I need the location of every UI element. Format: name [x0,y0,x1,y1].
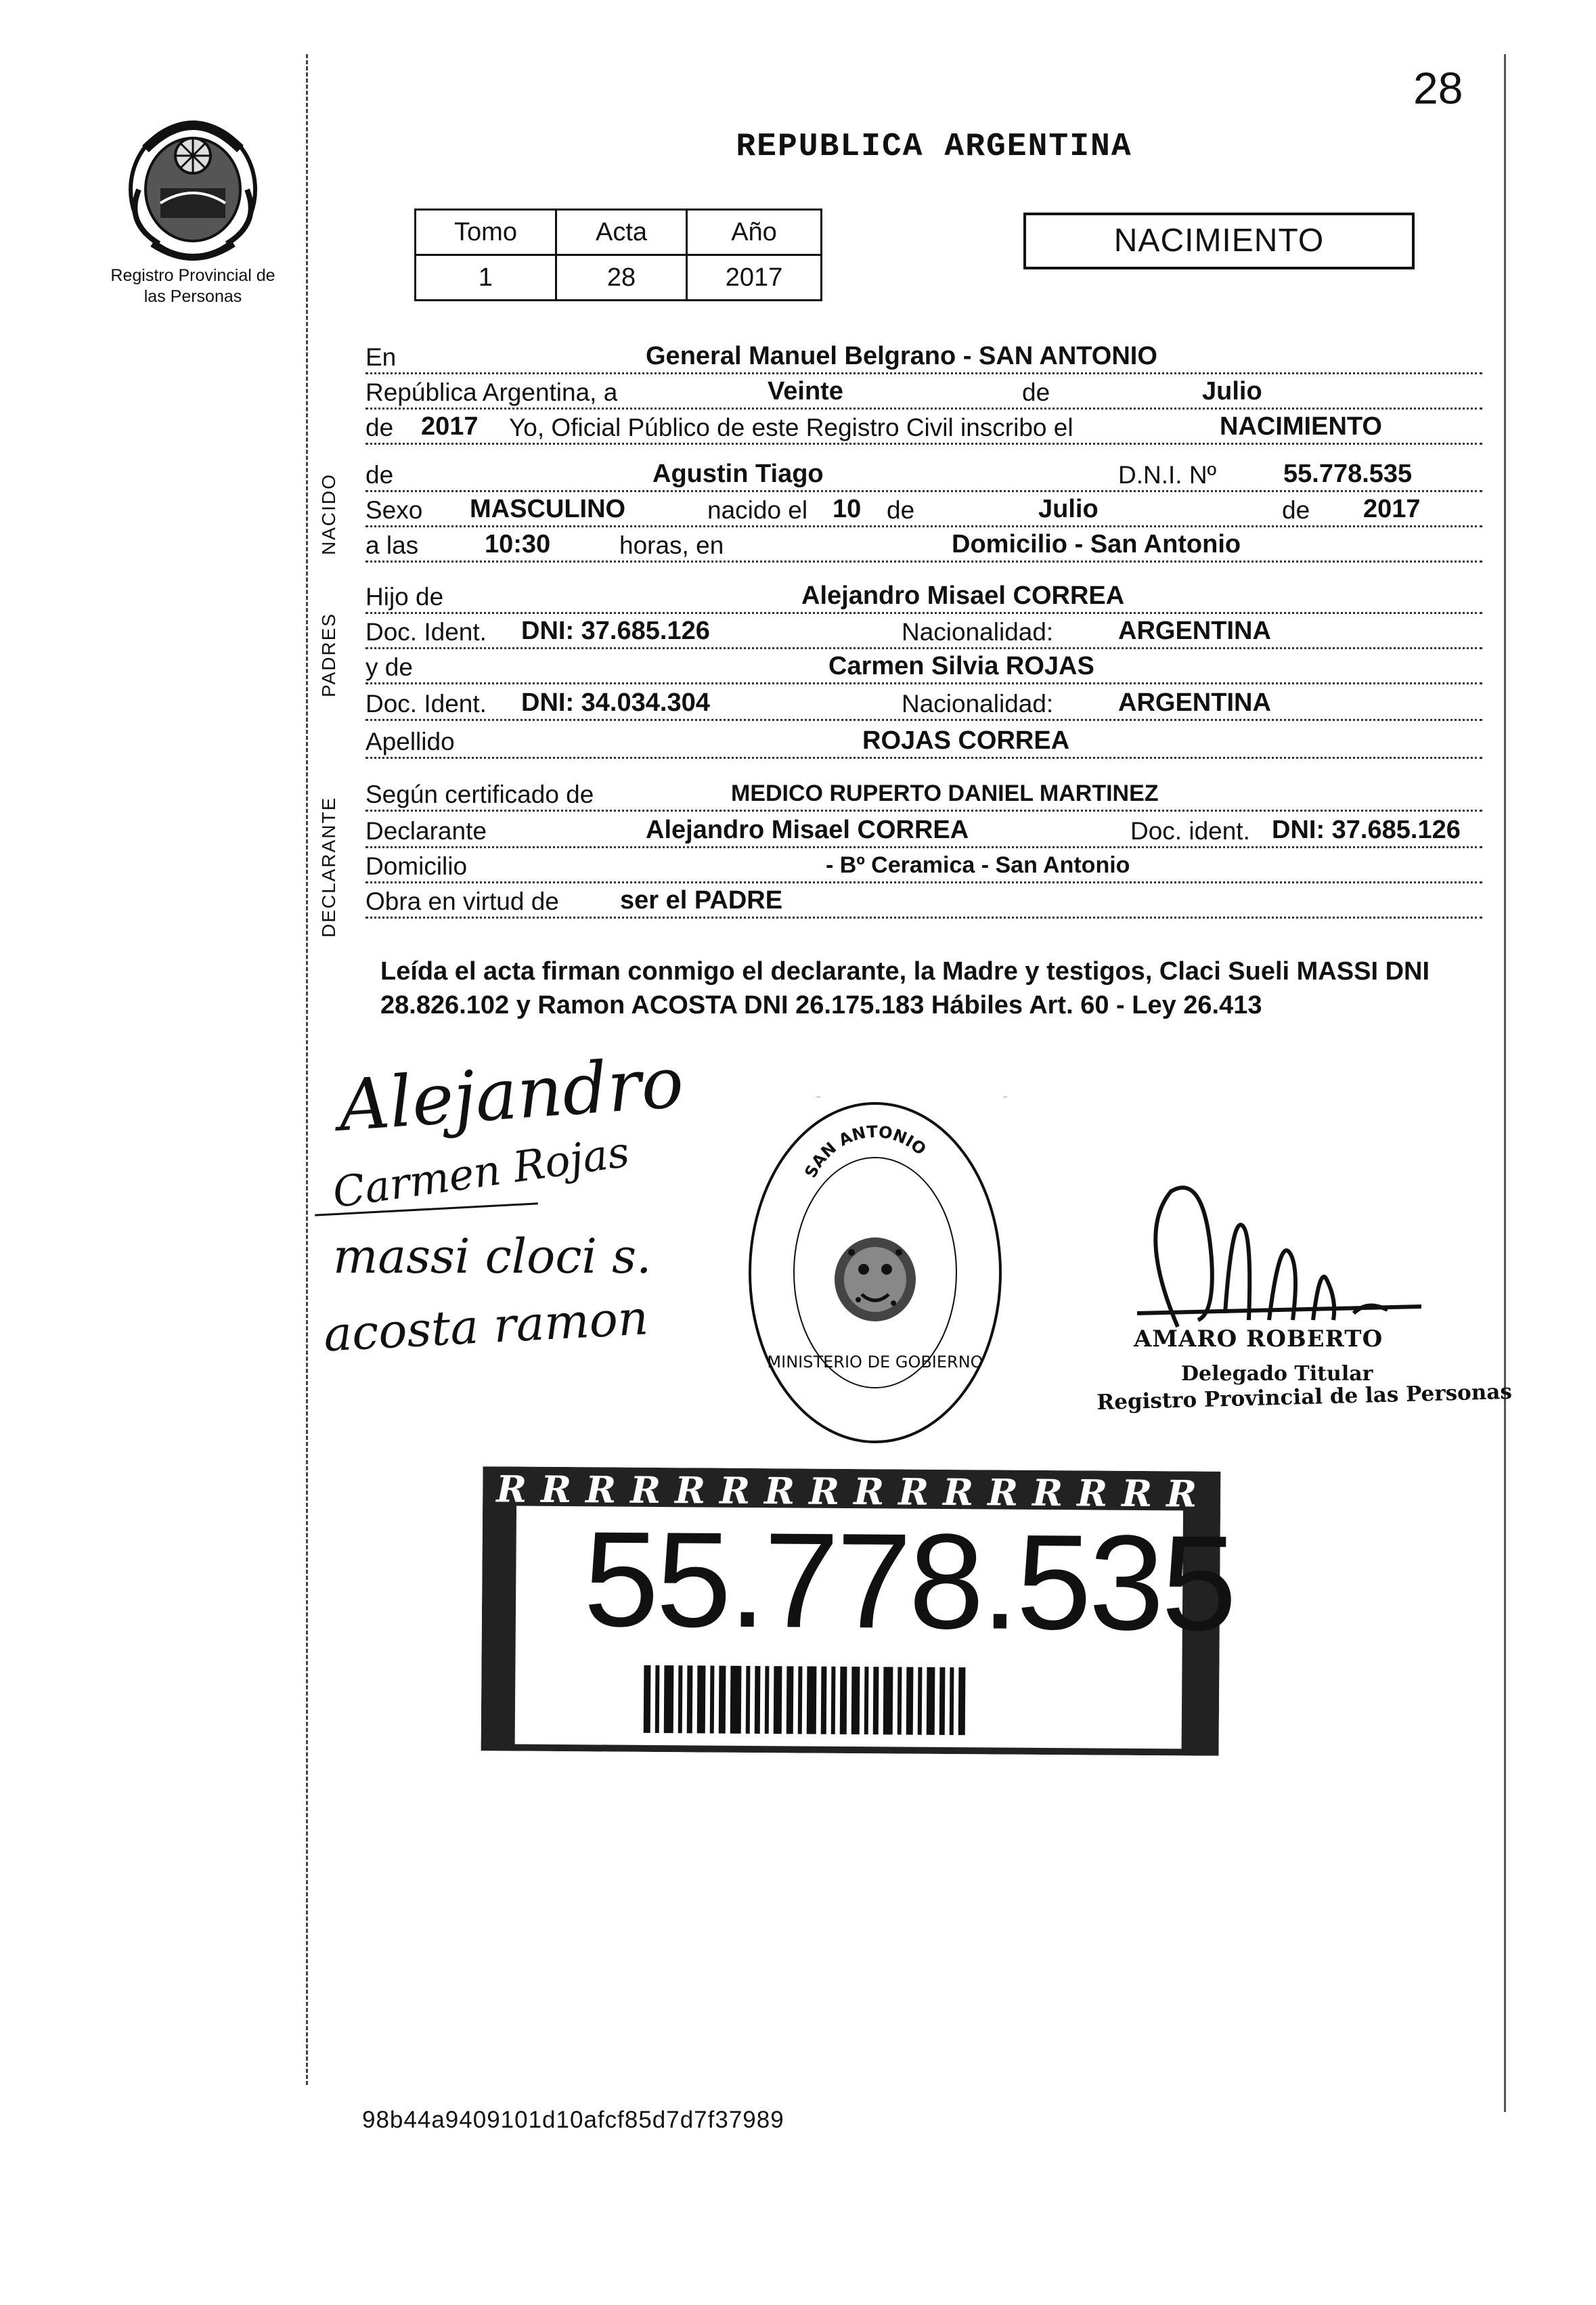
barcode-bar [897,1667,902,1734]
security-pattern-letter: R [719,1468,751,1512]
row-address [365,848,1482,883]
label-en: En [365,343,400,372]
label-domicilio: Domicilio [365,852,471,881]
reference-value-row [416,255,822,301]
jaguar-emblem-icon [835,1237,916,1321]
label-doc-ident-declarant: Doc. ident. [1130,816,1254,846]
value-birth-month: Julio [1036,494,1101,524]
anio-value: 2017 [687,255,822,301]
security-pattern-letter: R [1077,1471,1108,1515]
label-apellido: Apellido [365,727,459,757]
tomo-header: Tomo [416,210,556,255]
stamp-inner-top: SAN ANTONIO [801,1122,930,1181]
value-father-nationality: ARGENTINA [1115,616,1274,646]
label-hijo-de: Hijo de [365,582,447,612]
barcode-bar [730,1666,742,1734]
barcode-bar [687,1665,693,1733]
value-mother-nationality: ARGENTINA [1115,688,1274,718]
security-pattern-letter: R [943,1470,974,1514]
value-declarant-name: Alejandro Misael CORREA [643,815,971,845]
barcode-bar [644,1665,651,1733]
barcode-bar [958,1667,966,1735]
row-mother [365,649,1482,684]
security-pattern-letter: R [1166,1472,1197,1516]
label-obra-en-virtud: Obra en virtud de [365,887,563,917]
value-declarant-doc: DNI: 37.685.126 [1269,815,1463,845]
value-place: General Manuel Belgrano - SAN ANTONIO [643,341,1160,371]
registry-name: Registro Provincial de las Personas [110,266,275,306]
barcode-bar [831,1667,836,1734]
signature-mother: Carmen Rojas [330,1126,633,1218]
section-label-nacido: NACIDO [318,473,339,555]
acta-header: Acta [556,210,687,255]
delegate-title: Delegado Titular [1181,1362,1373,1386]
label-yo-oficial: Yo, Oficial Público de este Registro Civil inscribo el [509,413,1078,443]
value-father-doc: DNI: 37.685.126 [518,616,713,646]
label-republica: República Argentina, a [365,378,621,408]
delegate-name: AMARO ROBERTO [1134,1325,1383,1353]
security-pattern-letter: R [1032,1470,1063,1515]
value-mother-name: Carmen Silvia ROJAS [826,651,1097,681]
sticker-number: 55.778.535 [583,1503,1235,1659]
label-de-year: de [365,413,397,443]
row-mother-doc [365,685,1482,721]
barcode-bar [710,1666,715,1734]
official-stamp [743,1097,1007,1449]
left-margin-line [306,54,308,2085]
security-pattern-letter: R [496,1467,527,1511]
closing-statement: Leída el acta firman conmigo el declarante, la Madre y testigos, Claci Sueli MASSI DNI 28.826.102 y Ramon ACOSTA DNI 26.175.183 Hábiles Art. 60 - Ley 26.413 [380,957,1430,1019]
label-doc-ident-mother: Doc. Ident. [365,689,491,719]
value-certificate-by: MEDICO RUPERTO DANIEL MARTINEZ [728,778,1161,808]
stamp-outer-text [743,1097,1007,1103]
label-segun-certificado: Según certificado de [365,780,598,810]
coat-of-arms-icon [118,108,267,264]
label-sexo: Sexo [365,496,426,525]
barcode-bar [774,1666,782,1734]
section-label-padres: PADRES [318,612,339,697]
barcode-bar [655,1665,660,1733]
barcode-bar [719,1666,726,1734]
label-horas-en: horas, en [619,531,728,561]
delegate-signature-block [1096,1178,1513,1449]
acta-value: 28 [556,255,687,301]
signature-father: Alejandro [336,1040,686,1147]
label-nacionalidad-father: Nacionalidad: [902,617,1057,647]
label-de-name: de [365,460,397,490]
value-day-text: Veinte [765,376,846,406]
value-surname: ROJAS CORREA [860,726,1072,755]
reference-table [414,208,822,301]
value-capacity: ser el PADRE [617,885,785,915]
id-barcode-sticker [481,1466,1235,1756]
value-birth-day: 10 [830,494,864,524]
label-nacido-el: nacido el [707,496,812,525]
barcode-bar [755,1666,761,1734]
row-time-place [365,527,1482,563]
delegate-signature-scribble [1096,1178,1462,1334]
row-capacity [365,883,1482,919]
security-pattern-letter: R [675,1468,706,1512]
barcode-bar [746,1666,751,1734]
right-margin-line [1504,54,1506,2112]
barcode-bar [786,1666,794,1734]
value-mother-doc: DNI: 34.034.304 [518,688,713,718]
barcode-bar [807,1667,817,1734]
barcode-bar [883,1667,893,1734]
security-pattern-letter: R [1122,1471,1153,1516]
barcode-bar [927,1667,935,1735]
value-father-name: Alejandro Misael CORREA [799,581,1127,611]
security-pattern-letter: R [630,1468,661,1512]
label-de-birth-year: de [1282,496,1314,525]
section-label-declarante: DECLARANTE [318,796,339,938]
barcode-bar [873,1667,879,1734]
barcode-bar [678,1665,683,1733]
security-pattern-letter: R [898,1470,929,1514]
value-child-name: Agustin Tiago [650,459,826,489]
row-declarant [365,812,1482,848]
security-pattern-letter: R [764,1469,795,1513]
value-month-text: Julio [1199,376,1265,406]
anio-header: Año [687,210,822,255]
document-hash: 98b44a9409101d10afcf85d7d7f37989 [362,2107,784,2133]
value-year: 2017 [418,412,481,441]
label-y-de: y de [365,653,417,682]
row-birth [365,491,1482,527]
row-father-doc [365,613,1482,649]
security-pattern-letter: R [541,1467,572,1512]
value-birth-time: 10:30 [482,529,553,559]
barcode-bar [664,1665,674,1733]
label-nacionalidad-mother: Nacionalidad: [902,689,1057,719]
security-pattern-letter: R [854,1470,885,1514]
barcode-bar [906,1667,914,1735]
barcode-bar [821,1667,827,1734]
country-title: REPUBLICA ARGENTINA [736,129,1132,165]
label-dni: D.N.I. Nº [1118,460,1220,490]
tomo-value: 1 [416,255,556,301]
barcode-bar [798,1666,803,1734]
row-father [365,578,1482,614]
label-a-las: a las [365,531,422,561]
record-type-box: NACIMIENTO [1023,213,1415,269]
label-declarante: Declarante [365,816,491,846]
barcode-bar [864,1667,869,1734]
value-act-type: NACIMIENTO [1217,412,1385,441]
security-pattern-letter: R [809,1469,840,1513]
barcode-bar [950,1667,954,1735]
signature-witness-1: massi cloci s. [333,1229,652,1284]
barcode-bar [939,1667,946,1735]
security-pattern-letter: R [585,1468,617,1512]
row-place [365,338,1482,374]
value-birth-place: Domicilio - San Antonio [949,529,1243,559]
barcode-bar [765,1666,770,1734]
row-surname [365,723,1482,759]
row-certificate [365,776,1482,812]
signature-witness-2: acosta ramon [322,1290,650,1363]
stamp-inner-text: MINISTERIO DE GOBIERNO [767,1353,983,1371]
label-de-birth-month: de [887,496,918,525]
barcode-bar [840,1667,847,1734]
reference-header-row [416,210,822,255]
label-doc-ident-father: Doc. Ident. [365,617,491,647]
page-number: 28 [1413,63,1463,113]
row-year [365,409,1482,445]
row-child-name [365,456,1482,492]
security-pattern-letter: R [988,1470,1019,1514]
value-sex: MASCULINO [467,494,628,524]
barcode-bar [918,1667,923,1735]
value-declarant-address: - Bº Ceramica - San Antonio [823,850,1132,880]
barcode-bar [697,1665,706,1733]
value-child-dni: 55.778.535 [1281,459,1415,489]
row-date [365,374,1482,410]
barcode-bar [851,1667,860,1734]
value-birth-year: 2017 [1360,494,1423,524]
registry-logo [102,108,284,311]
label-de-month: de [1022,378,1054,408]
delegate-office: Registro Provincial de las Personas [1096,1379,1513,1415]
